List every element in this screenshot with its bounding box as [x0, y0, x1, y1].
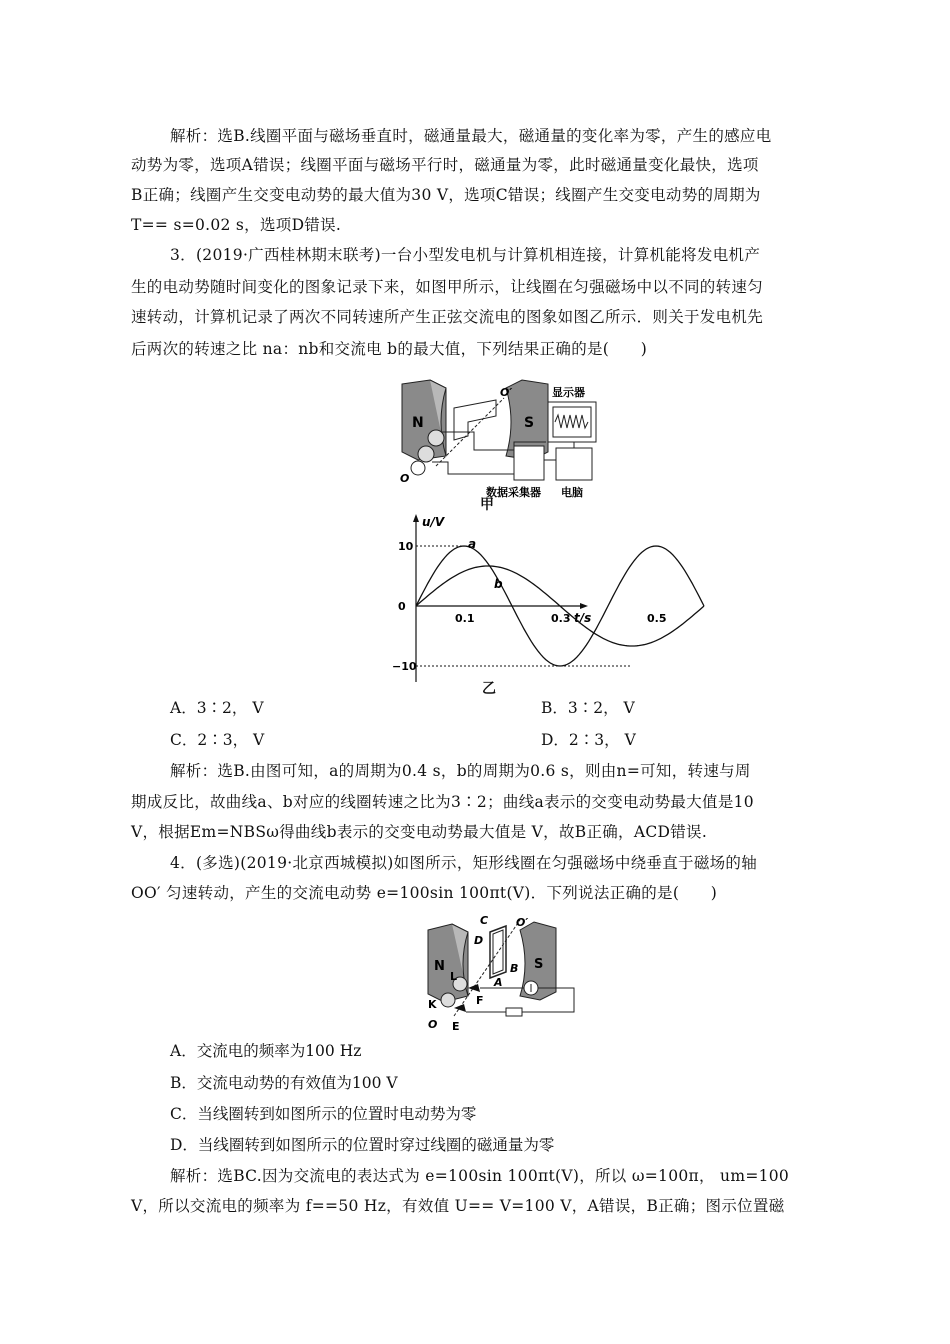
q4-label-a: A [494, 976, 503, 989]
n-pole-label: N [412, 415, 424, 431]
q2-analysis-line-4: T== s=0.02 s，选项D错误. [131, 216, 342, 234]
q3-analysis-line-1: 解析：选B.由图可知，a的周期为0.4 s，b的周期为0.6 s，则由n=可知，转速与周 [170, 762, 751, 780]
figure-jia-caption: 甲 [480, 497, 494, 513]
q4-label-c: C [480, 914, 489, 927]
q4-stem-line-2: OO′ 匀速转动，产生的交流电动势 e=100sin 100πt(V)．下列说法正确的是( ) [131, 884, 718, 902]
y-tick-label: −10 [392, 660, 417, 673]
computer-label: 电脑 [561, 486, 583, 499]
resistor-icon [506, 1008, 522, 1016]
series-b-label: b [494, 577, 503, 591]
q3-option-b[interactable]: B．3∶2， V [541, 699, 635, 717]
figure-yi-caption: 乙 [482, 681, 496, 697]
q4-label-d: D [474, 934, 484, 947]
ut-graph-chart [380, 512, 667, 694]
q4-label-b: B [510, 962, 519, 975]
q3-stem-line-4: 后两次的转速之比 na：nb和交流电 b的最大值，下列结果正确的是( ) [131, 340, 648, 358]
q4-n-pole-label: N [434, 959, 445, 974]
q4-label-e: E [452, 1020, 460, 1033]
q4-option-b[interactable]: B．交流电动势的有效值为100 V [170, 1074, 398, 1092]
q2-analysis-line-3: B正确；线圈产生交变电动势的最大值为30 V，选项C错误；线圈产生交变电动势的周期为 [131, 186, 761, 204]
q4-analysis-line-2: V，所以交流电的频率为 f==50 Hz，有效值 U== V=100 V，A错误，B正确；图示位置磁 [131, 1197, 785, 1215]
q3-stem-line-2: 生的电动势随时间变化的图象记录下来，如图甲所示，让线圈在匀强磁场中以不同的转速匀 [131, 278, 764, 296]
q4-axis-o-label: O [428, 1018, 438, 1031]
q4-label-f: F [476, 994, 484, 1007]
y-tick-label: 0 [398, 600, 406, 613]
y-tick-label: 10 [398, 540, 414, 553]
q4-option-c[interactable]: C．当线圈转到如图所示的位置时电动势为零 [170, 1105, 477, 1123]
q2-analysis-line-2: 动势为零，选项A错误；线圈平面与磁场平行时，磁通量为零，此时磁通量变化最快，选项 [131, 156, 759, 174]
q3-option-c[interactable]: C．2∶3， V [170, 731, 265, 749]
rotating-coil-figure [424, 912, 584, 1036]
y-axis-label: u/V [422, 515, 445, 529]
q4-s-pole-label: S [534, 957, 544, 972]
x-tick-label: 0.1 [455, 612, 475, 625]
s-pole-label: S [524, 415, 535, 431]
q2-analysis-line-1: 解析：选B.线圈平面与磁场垂直时，磁通量最大，磁通量的变化率为零，产生的感应电 [170, 127, 772, 145]
x-tick-label: 0.3 [551, 612, 571, 625]
q4-label-k: K [428, 998, 437, 1011]
axis-oprime-label: O′ [500, 386, 513, 399]
q4-axis-oprime-label: O′ [516, 916, 529, 929]
q3-stem-line-1: 3．(2019·广西桂林期末联考)一台小型发电机与计算机相连接，计算机能将发电机产 [170, 246, 761, 264]
x-axis-label: t/s [574, 611, 592, 625]
x-tick-label: 0.5 [647, 612, 667, 625]
y-axis-arrow [413, 514, 419, 522]
q4-option-a[interactable]: A．交流电的频率为100 Hz [170, 1042, 362, 1060]
display-label: 显示器 [552, 386, 585, 399]
data-collector-label: 数据采集器 [486, 486, 541, 499]
q4-label-l: L [450, 970, 458, 983]
q3-analysis-line-2: 期成反比，故曲线a、b对应的线圈转速之比为3∶2；曲线a表示的交变电动势最大值是10 [131, 793, 754, 811]
generator-apparatus-figure [396, 370, 606, 510]
axis-o-label: O [400, 472, 410, 485]
series-a-label: a [468, 537, 477, 551]
x-axis-arrow [580, 603, 588, 609]
q3-stem-line-3: 速转动，计算机记录了两次不同转速所产生正弦交流电的图象如图乙所示．则关于发电机先 [131, 308, 764, 326]
q3-option-d[interactable]: D．2∶3， V [541, 731, 636, 749]
q4-stem-line-1: 4．(多选)(2019·北京西城模拟)如图所示，矩形线圈在匀强磁场中绕垂直于磁场的轴 [170, 854, 758, 872]
q3-option-a[interactable]: A．3∶2， V [170, 699, 264, 717]
q3-analysis-line-3: V，根据Em=NBSω得曲线b表示的交变电动势最大值是 V，故B正确，ACD错误. [131, 823, 708, 841]
q4-analysis-line-1: 解析：选BC.因为交流电的表达式为 e=100sin 100πt(V)，所以 ω=100π， um=100 [170, 1167, 790, 1185]
q4-option-d[interactable]: D．当线圈转到如图所示的位置时穿过线圈的磁通量为零 [170, 1136, 555, 1154]
